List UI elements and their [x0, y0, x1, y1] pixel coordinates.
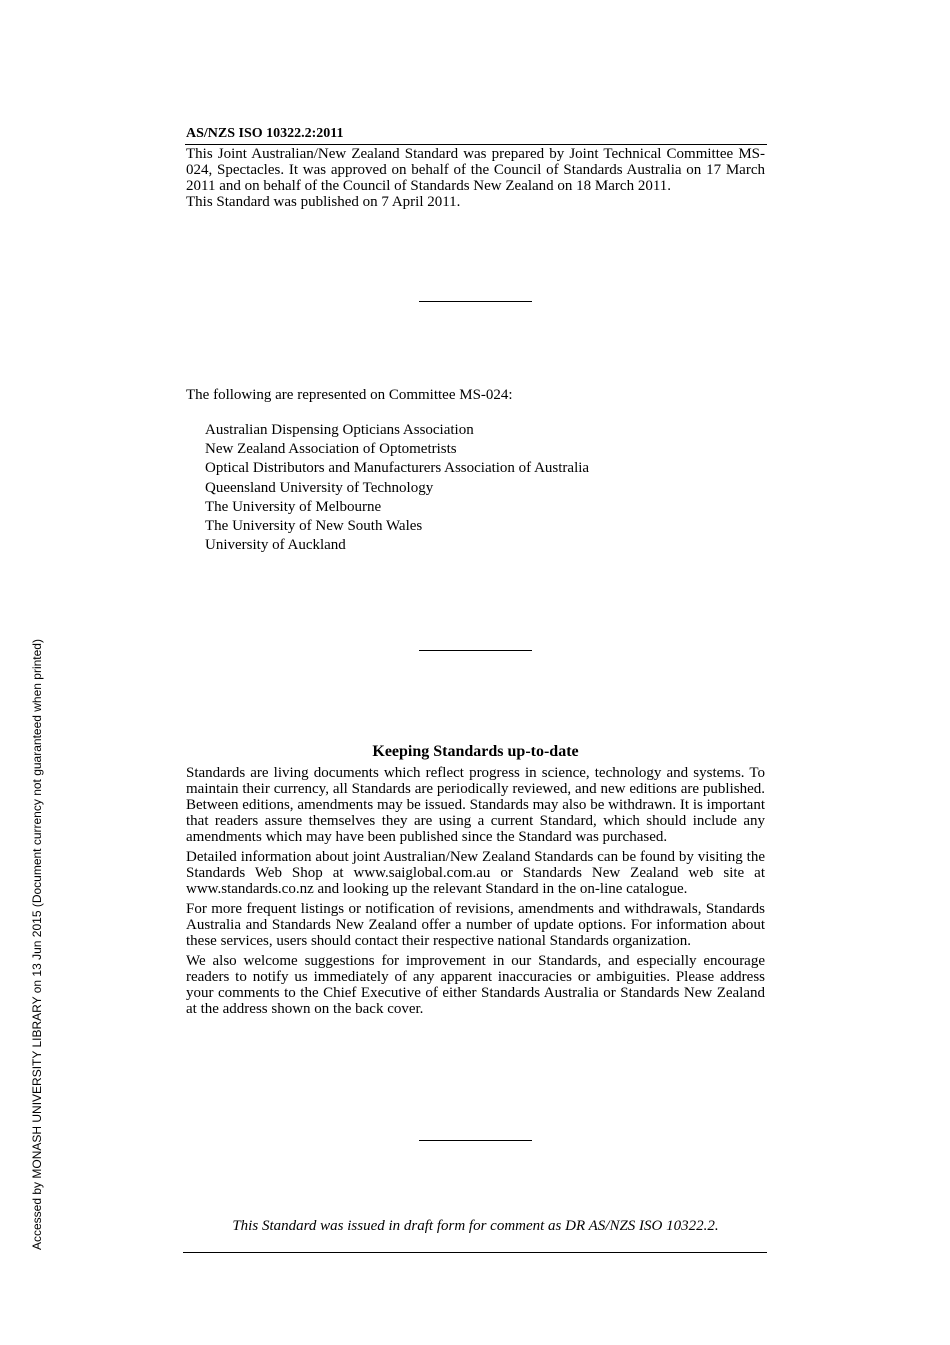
- list-item: University of Auckland: [205, 537, 346, 554]
- header-rule: [185, 144, 767, 145]
- standard-code: AS/NZS ISO 10322.2:2011: [186, 126, 344, 141]
- committee-member-list: [205, 421, 589, 555]
- section-divider: [419, 301, 532, 302]
- body-paragraph: Detailed information about joint Australian/New Zealand Standards can be found by visiting the Standards Web Shop at www.saiglobal.com.au or Standards New Zealand web site at www.standards.co.nz and looking up the relevant Standard in the on-line catalogue.: [186, 849, 765, 897]
- publication-date: This Standard was published on 7 April 2011.: [186, 194, 461, 210]
- list-item: Queensland University of Technology: [205, 479, 434, 496]
- preparation-paragraph: This Joint Australian/New Zealand Standard was prepared by Joint Technical Committee MS-024, Spectacles. It was approved on behalf of the Council of Standards Australia on 17 March 2011 and on behalf of the Council of Standards New Zealand on 18 March 2011.: [186, 146, 765, 194]
- committee-intro: The following are represented on Committee MS-024:: [186, 387, 513, 403]
- keeping-standards-text: [186, 765, 765, 1021]
- section-heading: Keeping Standards up-to-date: [372, 743, 579, 760]
- list-item: Optical Distributors and Manufacturers Association of Australia: [205, 460, 590, 477]
- list-item: The University of Melbourne: [205, 498, 382, 515]
- footer-rule: [183, 1252, 767, 1253]
- list-item: New Zealand Association of Optometrists: [205, 441, 457, 458]
- section-divider: [419, 650, 532, 651]
- list-item: The University of New South Wales: [205, 518, 423, 535]
- list-item: Australian Dispensing Opticians Association: [205, 422, 474, 438]
- draft-note: This Standard was issued in draft form for comment as DR AS/NZS ISO 10322.2.: [232, 1218, 719, 1234]
- access-watermark: Accessed by MONASH UNIVERSITY LIBRARY on 13 Jun 2015 (Document currency not guaranteed when printed): [30, 639, 44, 1250]
- preparation-statement: [186, 146, 765, 210]
- body-paragraph: Standards are living documents which reflect progress in science, technology and systems. To maintain their currency, all Standards are periodically reviewed, and new editions are published. Between editions, amendments may be issued. Standards may also be withdrawn. It is important that readers assure themselves they are using a current Standard, which should include any amendments which may have been published since the Standard was purchased.: [186, 765, 765, 845]
- body-paragraph: For more frequent listings or notification of revisions, amendments and withdrawals, Standards Australia and Standards New Zealand offer a number of update options. For information about these services, users should contact their respective national Standards organization.: [186, 901, 765, 949]
- section-divider: [419, 1140, 532, 1141]
- body-paragraph: We also welcome suggestions for improvement in our Standards, and especially encourage readers to notify us immediately of any apparent inaccuracies or ambiguities. Please address your comments to the Chief Executive of either Standards Australia or Standards New Zealand at the address shown on the back cover.: [186, 953, 765, 1017]
